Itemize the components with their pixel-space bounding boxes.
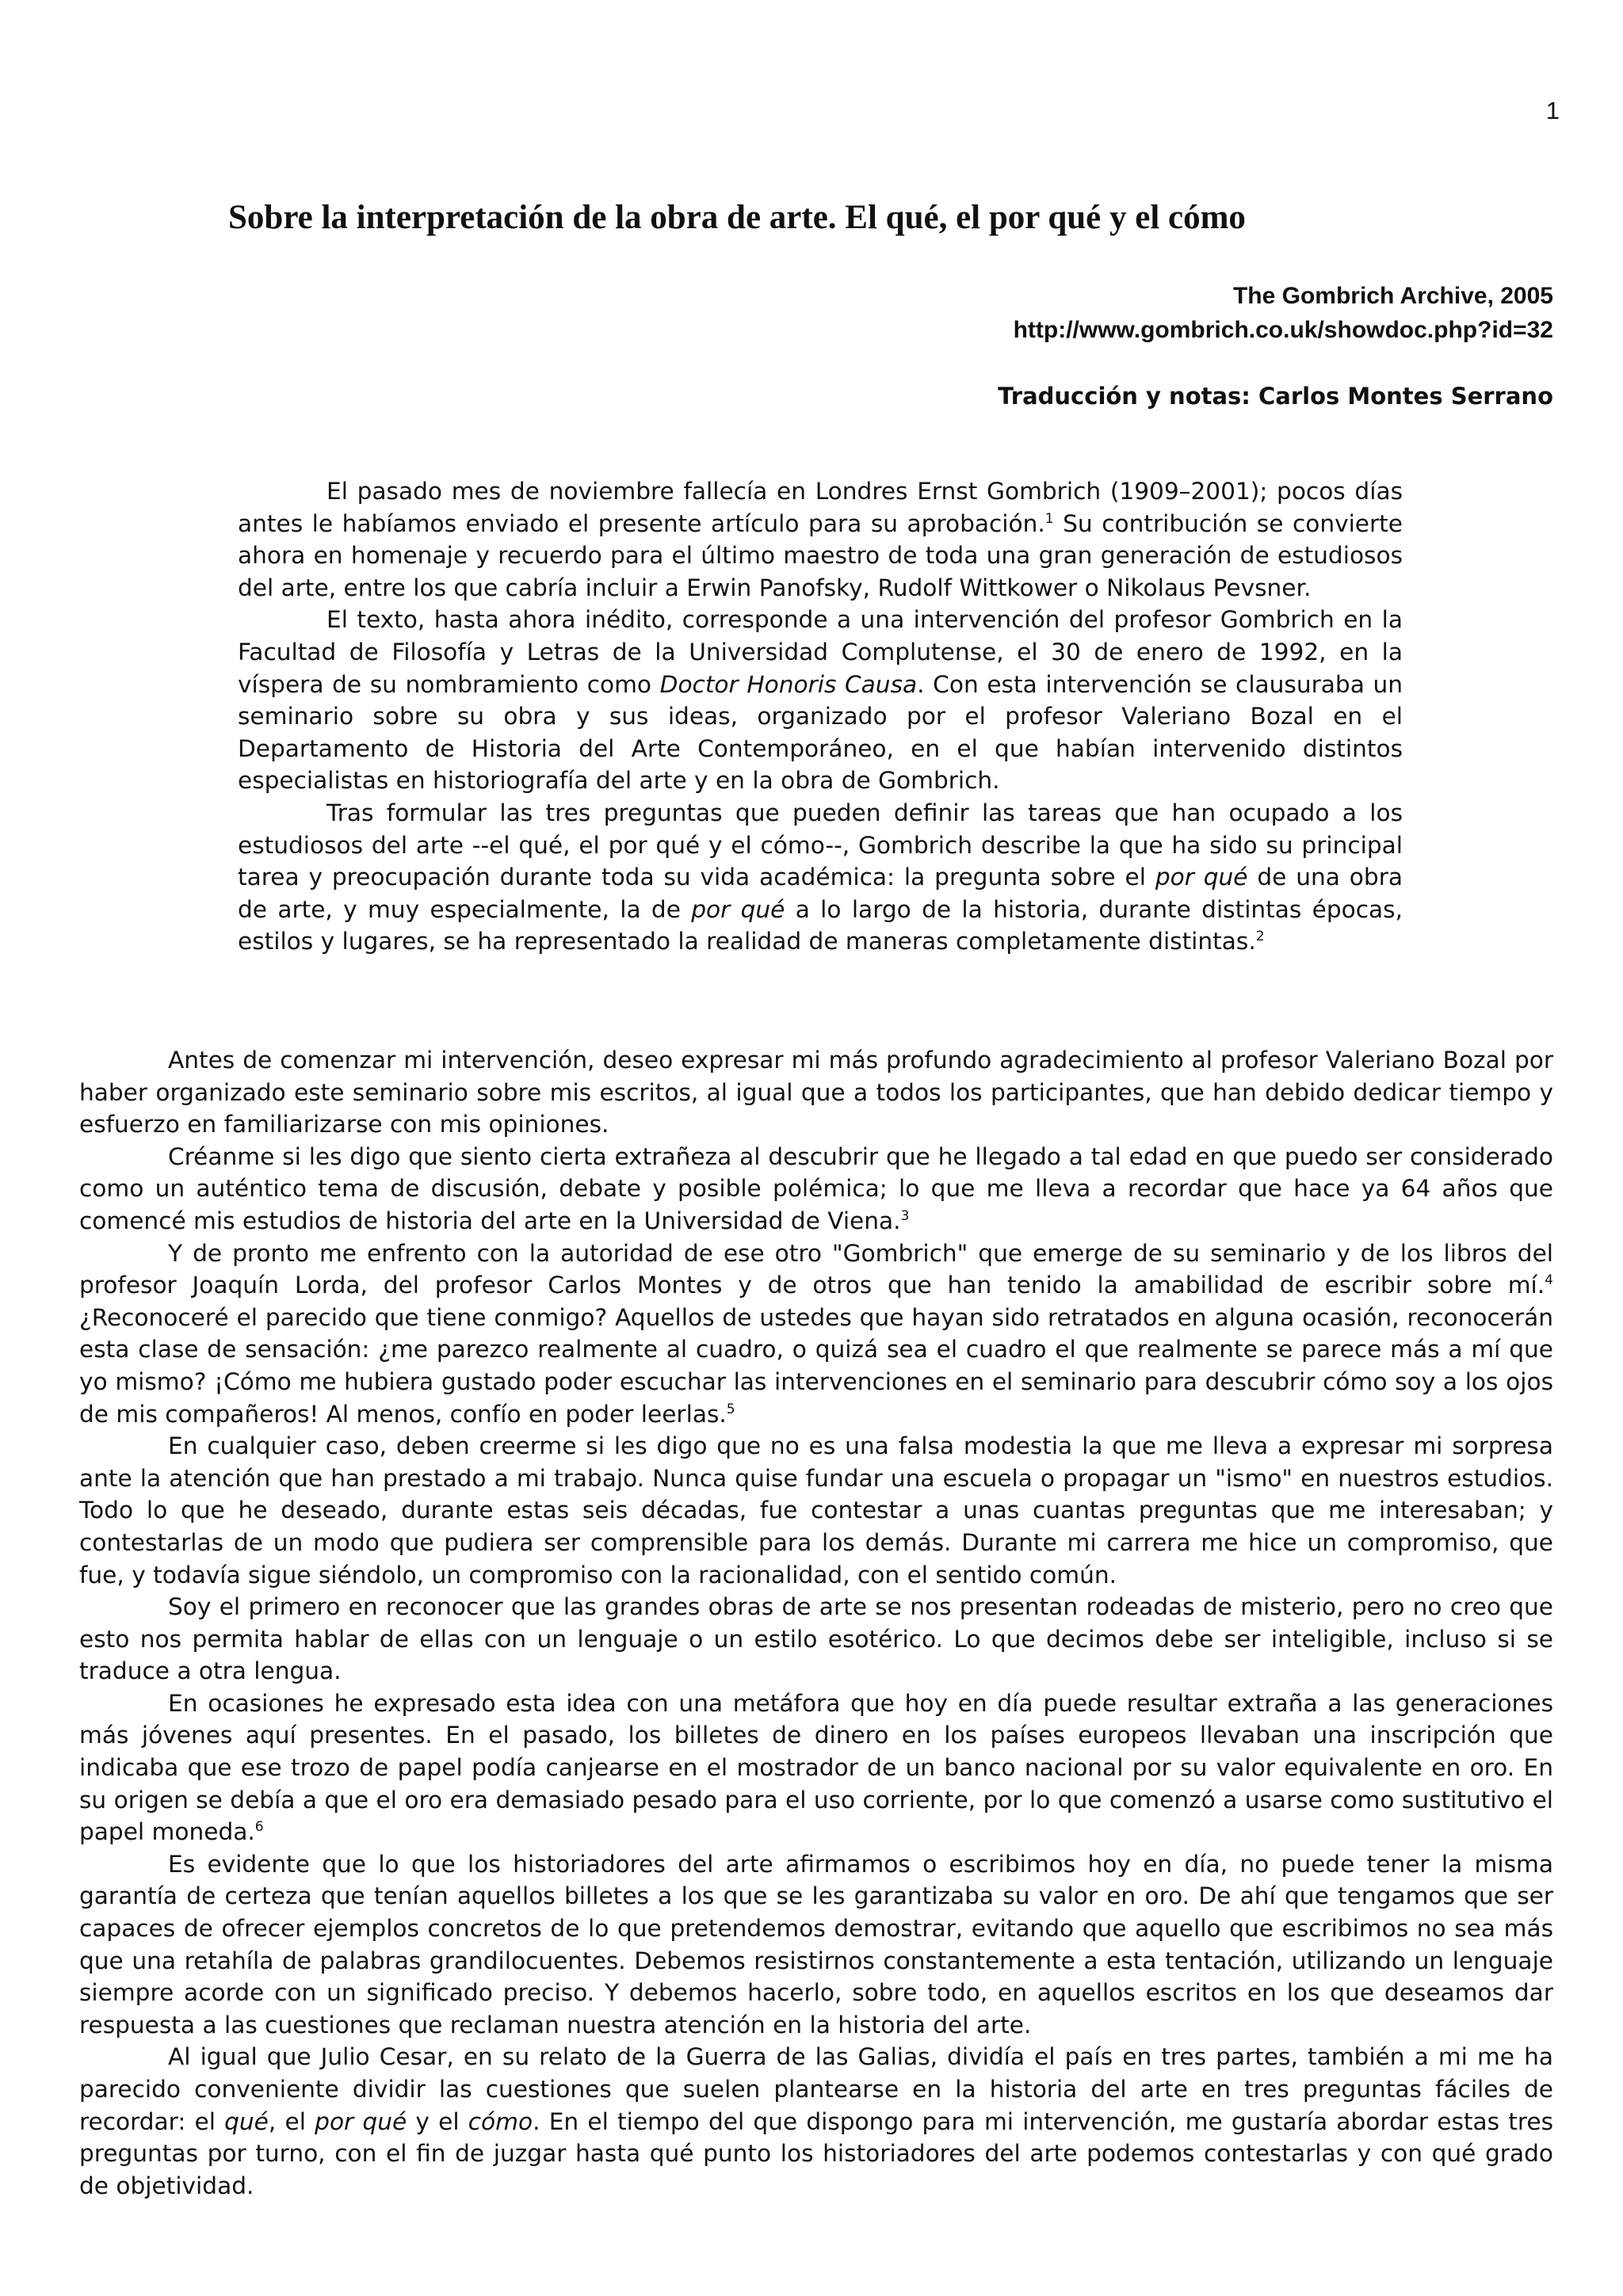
body-paragraph: En cualquier caso, deben creerme si les digo que no es una falsa modestia la que me lleva a expresar mi sorpresa ante la atención que han prestado a mi trabajo. Nunca quise fundar una escuela o propagar un "ismo" en nuestros estudios. Todo lo que he deseado, durante estas seis décadas, fue contestar a unas cuantas preguntas que me interesaban; y contestarlas de un modo que pudiera ser comprensible para los demás. Durante mi carrera me hice un compromiso, que fue, y todavía sigue siéndolo, un compromiso con la racionalidad, con el sentido común. <box>79 1432 1553 1589</box>
body-paragraph: Antes de comenzar mi intervención, deseo expresar mi más profundo agradecimiento al profesor Valeriano Bozal por haber organizado este seminario sobre mis escritos, al igual que a todos los participantes, que han debido dedicar tiempo y esfuerzo en familiarizarse con mis opiniones. <box>79 1047 1553 1138</box>
main-text <box>79 1044 1553 2202</box>
intro-paragraph: El pasado mes de noviembre fallecía en Londres Ernst Gombrich (1909–2001); pocos días antes le habíamos enviado el presente artículo para su aprobación.$^1$ Su contribución se convierte ahora en homenaje y recuerdo para el último maestro de toda una gran generación de estudiosos del arte, entre los que cabría incluir a Erwin Panofsky, Rudolf Wittkower o Nikolaus Pevsner. <box>238 478 1403 601</box>
footnote-ref[interactable]: 3 <box>900 1208 910 1225</box>
body-paragraph: Créanme si les digo que siento cierta extrañeza al descubrir que he llegado a tal edad en que puedo ser considerado como un auténtico tema de discusión, debate y posible polémica; lo que me lleva a recordar que hace ya 64 años que comencé mis estudios de historia del arte en la Universidad de Viena.$^3$ <box>79 1142 1553 1234</box>
footnote-ref[interactable]: 4 <box>1545 1272 1553 1289</box>
source-archive: The Gombrich Archive, 2005 <box>1232 283 1553 309</box>
source-url[interactable]: http://www.gombrich.co.uk/showdoc.php?id=32 <box>1013 317 1553 343</box>
body-paragraph: Y de pronto me enfrento con la autoridad de ese otro "Gombrich" que emerge de su seminario y de los libros del profesor Joaquín Lorda, del profesor Carlos Montes y de otros que han tenido la amabilidad de escribir sobre mí.$^4$ ¿Reconoceré el parecido que tiene conmigo? Aquellos de ustedes que hayan sido retratados en alguna ocasión, reconocerán esta clase de sensación: ¿me parezco realmente al cuadro, o quizá sea el cuadro el que realmente se parece más a mí que yo mismo? ¡Cómo me hubiera gustado poder escuchar las intervenciones en el seminario para descubrir cómo soy a los ojos de mis compañeros! Al menos, confío en poder leerlas.$^5$ <box>79 1239 1553 1428</box>
page-title: Sobre la interpretación de la obra de arte. El qué, el por qué y el cómo <box>228 199 1246 236</box>
source-block <box>1014 279 1553 347</box>
intro-paragraph: El texto, hasta ahora inédito, corresponde a una intervención del profesor Gombrich en la Facultad de Filosofía y Letras de la Universidad Complutense, el 30 de enero de 1992, en la víspera de su nombramiento como Doctor Honoris Causa. Con esta intervención se clausuraba un seminario sobre su obra y sus ideas, organizado por el profesor Valeriano Bozal en el Departamento de Historia del Arte Contemporáneo, en el que habían intervenido distintos especialistas en historiografía del arte y en la obra de Gombrich. <box>238 606 1403 795</box>
body-paragraph: Al igual que Julio Cesar, en su relato de la Guerra de las Galias, dividía el país en tres partes, también a mi me ha parecido conveniente dividir las cuestiones que suelen plantearse en la historia del arte en tres preguntas fáciles de recordar: el qué, el por qué y el cómo. En el tiempo del que dispongo para mi intervención, me gustaría abordar estas tres preguntas por turno, con el fin de juzgar hasta qué punto los historiadores del arte podemos contestarlas y con qué grado de objetividad. <box>79 2043 1553 2199</box>
footnote-ref[interactable]: 1 <box>1044 510 1054 527</box>
body-paragraph: En ocasiones he expresado esta idea con una metáfora que hoy en día puede resultar extraña a las generaciones más jóvenes aquí presentes. En el pasado, los billetes de dinero en los países europeos llevaban una inscripción que indicaba que ese trozo de papel podía canjearse en el mostrador de un banco nacional por su valor equivalente en oro. En su origen se debía a que el oro era demasiado pesado para el uso corriente, por lo que comenzó a usarse como sustitutivo el papel moneda.$^6$ <box>79 1689 1553 1846</box>
page-number: 1 <box>1545 97 1560 124</box>
translator-credit: Traducción y notas: Carlos Montes Serrano <box>998 383 1553 410</box>
body-paragraph: Soy el primero en reconocer que las grandes obras de arte se nos presentan rodeadas de misterio, pero no creo que esto nos permita hablar de ellas con un lenguaje o un estilo esotérico. Lo que decimos debe ser inteligible, incluso si se traduce a otra lengua. <box>79 1593 1553 1685</box>
footnote-ref[interactable]: 5 <box>726 1401 735 1417</box>
footnote-ref[interactable]: 2 <box>1255 929 1265 945</box>
body-paragraph: Es evidente que lo que los historiadores del arte afirmamos o escribimos hoy en día, no puede tener la misma garantía de certeza que tenían aquellos billetes a los que se les garantizaba su valor en oro. De ahí que tengamos que ser capaces de ofrecer ejemplos concretos de lo que pretendemos demostrar, evitando que aquello que escribimos no sea más que una retahíla de palabras grandilocuentes. Debemos resistirnos constantemente a esta tentación, utilizando un lenguaje siempre acorde con un significado preciso. Y debemos hacerlo, sobre todo, en aquellos escritos en los que deseamos dar respuesta a las cuestiones que reclaman nuestra atención en la historia del arte. <box>79 1850 1553 2039</box>
intro-paragraph: Tras formular las tres preguntas que pueden definir las tareas que han ocupado a los estudiosos del arte --el qué, el por qué y el cómo--, Gombrich describe la que ha sido su principal tarea y preocupación durante toda su vida académica: la pregunta sobre el por qué de una obra de arte, y muy especialmente, la de por qué a lo largo de la historia, durante distintas épocas, estilos y lugares, se ha representado la realidad de maneras completamente distintas.$^2$ <box>238 799 1403 955</box>
footnote-ref[interactable]: 6 <box>254 1819 264 1836</box>
introduction <box>238 475 1403 958</box>
